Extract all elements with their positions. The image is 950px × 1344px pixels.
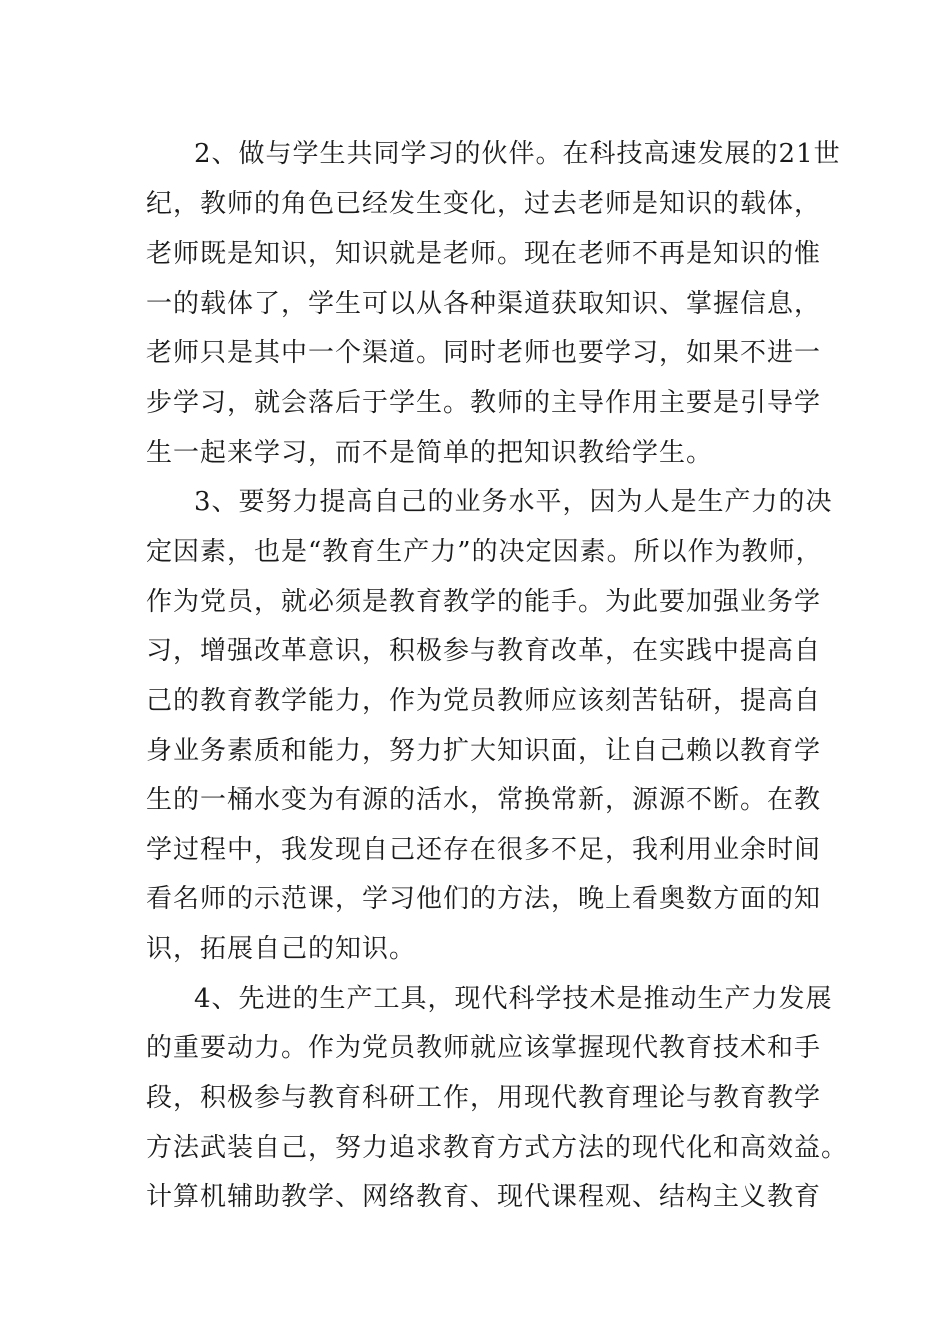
paragraph-3-line-6: 身业务素质和能力，努力扩大知识面，让自己赖以教育学 [146, 736, 822, 766]
paragraph-3-line-4: 习，增强改革意识，积极参与教育改革，在实践中提高自 [146, 636, 822, 666]
paragraph-3-line-10: 识，拓展自己的知识。 [146, 934, 417, 964]
paragraph-3-line-7: 生的一桶水变为有源的活水，常换常新，源源不断。在教 [146, 785, 822, 815]
paragraph-2-line-5: 老师只是其中一个渠道。同时老师也要学习，如果不进一 [146, 338, 822, 368]
paragraph-3-line-1: 3、要努力提高自己的业务水平，因为人是生产力的决 [194, 487, 833, 517]
paragraph-2-line-6: 步学习，就会落后于学生。教师的主导作用主要是引导学 [146, 388, 822, 418]
paragraph-3-line-9: 看名师的示范课，学习他们的方法，晚上看奥数方面的知 [146, 884, 822, 914]
paragraph-2-line-3: 老师既是知识，知识就是老师。现在老师不再是知识的惟 [146, 239, 822, 269]
paragraph-3-line-5: 己的教育教学能力，作为党员教师应该刻苦钻研，提高自 [146, 686, 822, 716]
paragraph-3-line-8: 学过程中，我发现自己还存在很多不足，我利用业余时间 [146, 835, 822, 865]
paragraph-2-line-1: 2、做与学生共同学习的伙伴。在科技高速发展的21世 [194, 139, 841, 169]
paragraph-2-line-2: 纪，教师的角色已经发生变化，过去老师是知识的载体， [146, 189, 822, 219]
paragraph-4-line-2: 的重要动力。作为党员教师就应该掌握现代教育技术和手 [146, 1033, 822, 1063]
paragraph-4-line-4: 方法武装自己，努力追求教育方式方法的现代化和高效益。 [146, 1133, 849, 1163]
paragraph-3-line-3: 作为党员，就必须是教育教学的能手。为此要加强业务学 [146, 587, 822, 617]
paragraph-4-line-5: 计算机辅助教学、网络教育、现代课程观、结构主义教育 [146, 1182, 822, 1212]
paragraph-4-line-1: 4、先进的生产工具，现代科学技术是推动生产力发展 [194, 984, 833, 1014]
paragraph-4-line-3: 段，积极参与教育科研工作，用现代教育理论与教育教学 [146, 1083, 822, 1113]
paragraph-2-line-7: 生一起来学习，而不是简单的把知识教给学生。 [146, 438, 714, 468]
paragraph-3-line-2: 定因素，也是“教育生产力”的决定因素。所以作为教师， [146, 537, 823, 567]
paragraph-2-line-4: 一的载体了，学生可以从各种渠道获取知识、掌握信息， [146, 289, 822, 319]
